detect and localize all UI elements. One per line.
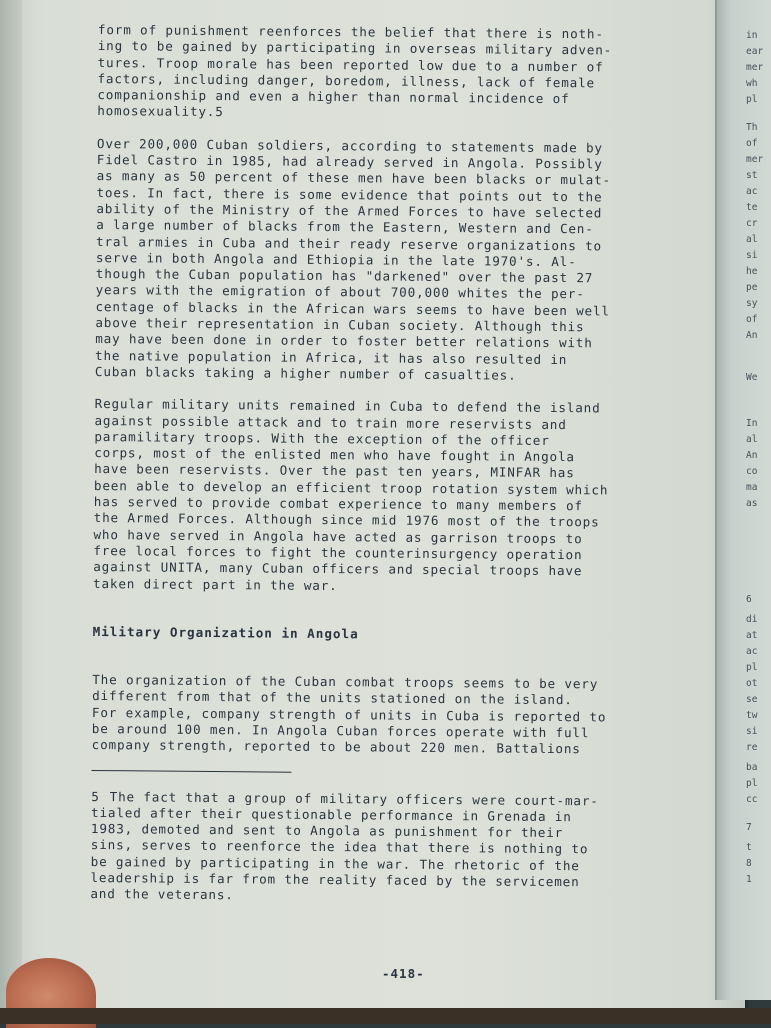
adjacent-page-fragment: si [746,726,758,737]
text-line: centage of blacks in the African wars seems to have been well [95,298,610,319]
text-line: against possible attack and to train more reservists and [94,412,567,432]
text-line: 1983, demoted and sent to Angola as punishment for their [90,821,564,841]
adjacent-page-fragment: mer [746,62,764,73]
adjacent-page-fragment: of [746,314,758,325]
adjacent-page-fragment: 7 [746,822,752,833]
text-line: as many as 50 percent of these men have been blacks or mulat- [96,168,612,188]
adjacent-page-fragment: Th [746,122,758,133]
adjacent-page-fragment: ma [746,482,758,493]
adjacent-page-fragment: sy [746,298,758,309]
adjacent-page-fragment: We [746,372,758,383]
adjacent-page-fragment: An [746,330,758,341]
text-line: been able to develop an efficient troop rotation system which [93,477,609,498]
adjacent-page-fragment: he [746,266,758,277]
adjacent-page-fragment: ot [746,678,758,689]
text-line: tral armies in Cuba and their ready reserve organizations to [96,233,603,253]
adjacent-page-fragment: An [746,450,758,461]
text-line: ability of the Ministry of the Armed Forces to have selected [96,200,603,221]
adjacent-page-fragment: di [746,614,758,625]
adjacent-page-fragment: at [746,630,758,641]
page-gutter [0,0,22,1010]
text-line: For example, company strength of units in Cuba is reported to [91,704,607,725]
adjacent-page-fragment: te [746,202,758,213]
text-line: tialed after their questionable performance in Grenada in [91,804,572,825]
text-line: be around 100 men. In Angola Cuban forces operate with full [91,720,590,741]
adjacent-page-fragment: mer [746,154,764,165]
text-line: homosexuality.5 [97,103,224,120]
book-shadow [0,1008,771,1024]
adjacent-page-fragment: co [746,466,758,477]
adjacent-page-edge [715,0,771,1000]
text-line: and the veterans. [90,886,234,903]
text-line: free local forces to fight the counterinsurgency operation [93,542,583,563]
adjacent-page-fragment: In [746,418,758,429]
adjacent-page-fragment: of [746,138,758,149]
adjacent-page-fragment: ac [746,646,758,657]
text-line: Regular military units remained in Cuba to defend the island [94,396,601,416]
text-line: ing to be gained by participating in overseas military adven- [97,38,613,58]
page-number: -418- [382,966,425,981]
text-line: tures. Troop morale has been reported low due to a number of [97,54,604,75]
adjacent-page-fragment: cc [746,794,758,805]
text-line: who have served in Angola have acted as garrison troops to [93,526,583,546]
adjacent-page-fragment: ac [746,186,758,197]
section-heading: Military Organization in Angola [92,623,359,642]
text-line: the Armed Forces. Although since mid 1976 most of the troops [93,510,600,530]
adjacent-page-fragment: pe [746,282,758,293]
text-line: the native population in Africa, it has also resulted in [95,347,568,367]
adjacent-page-fragment: 6 [746,594,752,605]
text-line: different from that of the units stationed on the island. [92,688,573,708]
footnote-line: The fact that a group of military officers were court-mar- [109,788,599,808]
text-line: has served to provide combat experience to many members of [93,493,583,514]
adjacent-page-fragment: pl [746,662,758,673]
adjacent-page-fragment: ear [746,46,764,57]
text-line: though the Cuban population has "darkened" over the past 27 [95,266,594,286]
text-line: paramilitary troops. With the exception of the officer [94,428,550,448]
adjacent-page-fragment: se [746,694,758,705]
body-text [90,22,706,924]
paragraph-4 [92,672,701,759]
text-line: leadership is far from the reality faced by the servicemen [90,870,580,890]
adjacent-page-fragment: ba [746,762,758,773]
text-line: company strength, reported to be about 220 men. Battalions [91,737,581,757]
text-line: Over 200,000 Cuban soldiers, according to statements made by [96,135,603,156]
adjacent-page-fragment: 8 [746,858,752,869]
text-line: a large number of blacks from the Eastern, Western and Cen- [96,217,594,237]
adjacent-page-fragment: 1 [746,874,752,885]
adjacent-page-fragment: t [746,842,752,853]
text-line: factors, including danger, boredom, illness, lack of female [97,70,596,91]
adjacent-page-fragment: pl [746,778,758,789]
adjacent-page-fragment: in [746,30,758,41]
text-line: serve in both Angola and Ethiopia in the late 1970's. Al- [95,249,577,270]
adjacent-page-fragment: as [746,498,758,509]
adjacent-page-fragment: re [746,742,758,753]
text-line: years with the emigration of about 700,000 whites the per- [95,282,585,302]
text-line: form of punishment reenforces the belief that there is noth- [97,22,604,42]
paragraph-2 [95,136,705,386]
text-line: Cuban blacks taking a higher number of casualties. [94,363,517,383]
adjacent-page-fragment: cr [746,218,758,229]
adjacent-page-fragment: pl [746,94,758,105]
text-line: companionship and even a higher than normal incidence of [97,87,570,107]
text-line: be gained by participating in the war. The rhetoric of the [90,853,580,874]
text-line: toes. In fact, there is some evidence that points out to the [96,184,603,205]
footnote-rule [91,770,291,773]
adjacent-page-fragment: si [746,250,758,261]
text-line: sins, serves to reenforce the idea that there is nothing to [90,837,589,857]
text-line: Fidel Castro in 1985, had already served in Angola. Possibly [96,152,603,172]
text-line: have been reservists. Over the past ten years, MINFAR has [94,461,575,481]
text-line: taken direct part in the war. [93,575,338,593]
adjacent-page-fragment: wh [746,78,758,89]
footnote-number: 5 [91,788,100,804]
adjacent-page-fragment: al [746,234,758,245]
paragraph-1 [97,22,706,125]
adjacent-page-fragment: al [746,434,758,445]
text-line: The organization of the Cuban combat troops seems to be very [92,672,599,692]
paragraph-3 [93,396,703,597]
text-line: above their representation in Cuban society. Although this [95,315,585,335]
adjacent-page-fragment: tw [746,710,758,721]
text-line: corps, most of the enlisted men who have fought in Angola [94,445,575,465]
footnote [90,789,699,908]
text-line: against UNITA, many Cuban officers and special troops have [93,559,583,579]
text-line: may have been done in order to foster better relations with [95,331,593,351]
adjacent-page-fragment: st [746,170,758,181]
